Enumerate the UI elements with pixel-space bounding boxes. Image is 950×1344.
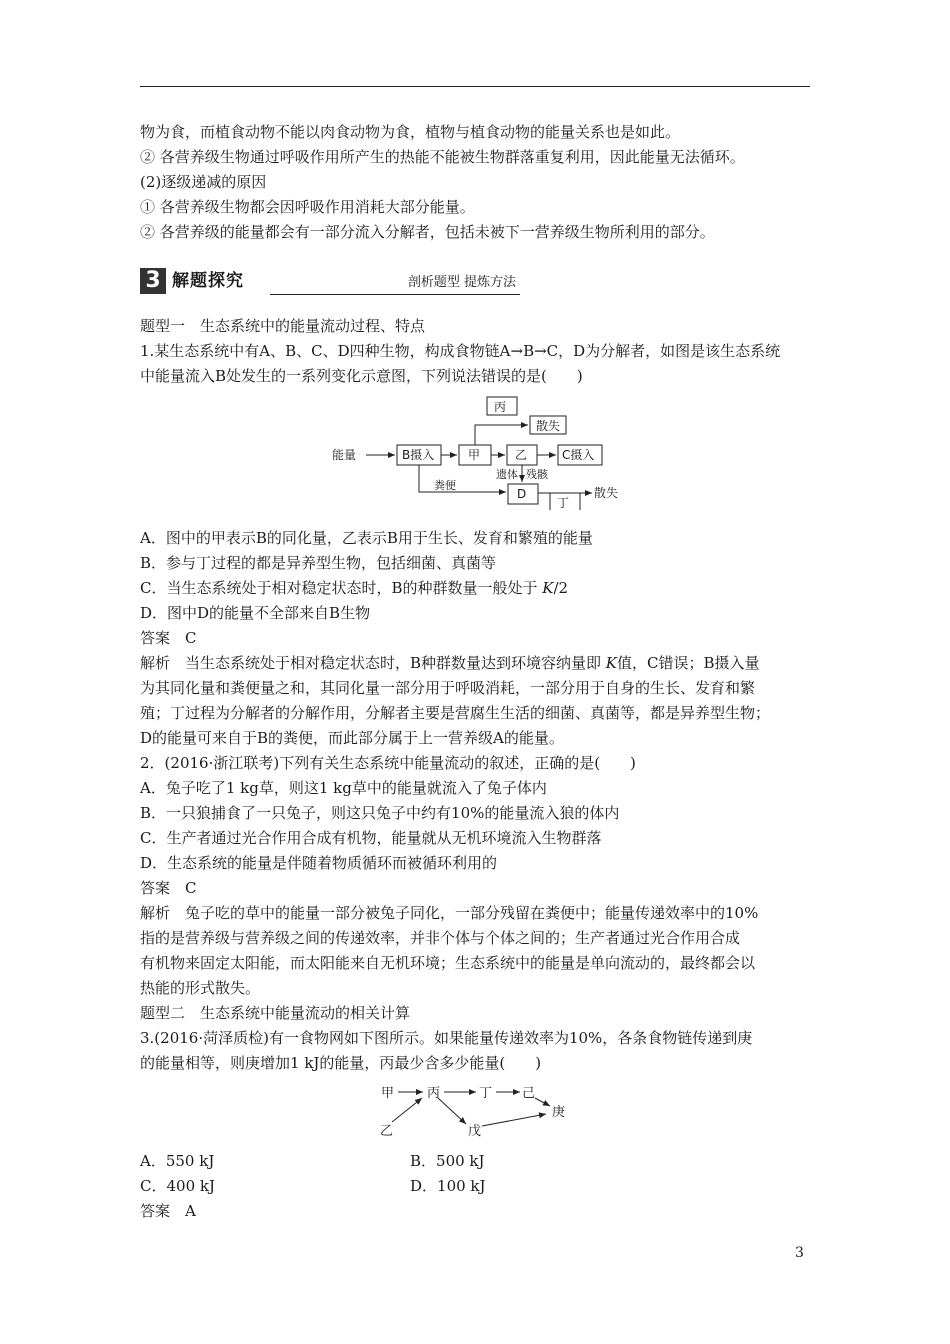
q1-stem-line-2: 中能量流入B处发生的一系列变化示意图，下列说法错误的是( ) bbox=[140, 367, 583, 385]
q1-analysis-line-3: 殖；丁过程为分解者的分解作用，分解者主要是营腐生生活的细菌、真菌等，都是异养型生物； bbox=[140, 704, 771, 722]
q2-answer: 答案 C bbox=[140, 879, 197, 897]
c-intake-label: C摄入 bbox=[562, 448, 595, 462]
q3-option-c: C．400 kJ bbox=[140, 1177, 215, 1195]
web-wu: 戊 bbox=[468, 1124, 482, 1139]
sanshi-label-2: 散失 bbox=[594, 486, 619, 500]
section-underline bbox=[270, 294, 520, 295]
q2-stem: 2．(2016·浙江联考)下列有关生态系统中能量流动的叙述，正确的是( ) bbox=[140, 754, 636, 772]
sanshi-label-1: 散失 bbox=[536, 419, 561, 433]
q1-option-c: C．当生态系统处于相对稳定状态时，B的种群数量一般处于 K/2 bbox=[140, 579, 569, 597]
intro-line-1: 物为食，而植食动物不能以肉食动物为食，植物与植食动物的能量关系也是如此。 bbox=[140, 123, 681, 141]
section-header bbox=[140, 268, 520, 296]
yi-label: 乙 bbox=[515, 448, 528, 462]
type-2-heading: 题型二 生态系统中能量流动的相关计算 bbox=[140, 1004, 411, 1022]
remains-label: 遗体 bbox=[496, 468, 518, 481]
q2-option-a: A．兔子吃了1 kg草，则这1 kg草中的能量就流入了兔子体内 bbox=[140, 779, 547, 797]
q2-option-c: C．生产者通过光合作用合成有机物，能量就从无机环境流入生物群落 bbox=[140, 829, 602, 847]
q3-answer: 答案 A bbox=[140, 1202, 196, 1220]
q3-option-d: D．100 kJ bbox=[410, 1177, 486, 1195]
q2-analysis-line-3: 有机物来固定太阳能，而太阳能来自无机环境；生态系统中的能量是单向流动的，最终都会以 bbox=[140, 954, 756, 972]
q1-analysis-line-4: D的能量可来自于B的粪便，而此部分属于上一营养级A的能量。 bbox=[140, 729, 564, 747]
q2-analysis-line-1: 解析 兔子吃的草中的能量一部分被兔子同化，一部分残留在粪便中；能量传递效率中的10% bbox=[140, 904, 759, 922]
q1-analysis-line-2: 为其同化量和粪便量之和，其同化量一部分用于呼吸消耗，一部分用于自身的生长、发育和繁 bbox=[140, 679, 756, 697]
jia-label: 甲 bbox=[468, 448, 481, 462]
q3-option-b: B．500 kJ bbox=[410, 1152, 485, 1170]
q2-analysis-line-2: 指的是营养级与营养级之间的传递效率，并非个体与个体之间的；生产者通过光合作用合成 bbox=[140, 929, 741, 947]
header-rule bbox=[140, 86, 810, 87]
q2-analysis-line-4: 热能的形式散失。 bbox=[140, 979, 261, 997]
web-jia: 甲 bbox=[381, 1086, 395, 1101]
intro-line-2: ② 各营养级生物通过呼吸作用所产生的热能不能被生物群落重复利用，因此能量无法循环。 bbox=[140, 148, 745, 166]
q3-stem-line-2: 的能量相等，则庚增加1 kJ的能量，丙最少含多少能量( ) bbox=[140, 1054, 542, 1072]
q2-option-b: B．一只狼捕食了一只兔子，则这只兔子中约有10%的能量流入狼的体内 bbox=[140, 804, 620, 822]
feces-label: 粪便 bbox=[434, 479, 456, 492]
energy-flow-diagram bbox=[330, 392, 650, 510]
q3-option-a: A．550 kJ bbox=[140, 1152, 215, 1170]
q3-stem-line-1: 3.(2016·菏泽质检)有一食物网如下图所示。如果能量传递效率为10%，各条食物链传递到庚 bbox=[140, 1029, 753, 1047]
q1-answer: 答案 C bbox=[140, 629, 197, 647]
q1-option-b: B．参与丁过程的都是异养型生物，包括细菌、真菌等 bbox=[140, 554, 497, 572]
q1-analysis-line-1: 解析 当生态系统处于相对稳定状态时，B种群数量达到环境容纳量即 K值，C错误；B摄入量 bbox=[140, 654, 760, 672]
d-label: D bbox=[517, 487, 527, 501]
ding-label: 丁 bbox=[557, 496, 570, 510]
web-yi: 乙 bbox=[380, 1124, 394, 1139]
intro-line-4: ① 各营养级生物都会因呼吸作用消耗大部分能量。 bbox=[140, 198, 475, 216]
web-ji: 己 bbox=[522, 1086, 536, 1101]
web-bing: 丙 bbox=[427, 1086, 441, 1101]
energy-label: 能量 bbox=[332, 448, 357, 462]
web-geng: 庚 bbox=[552, 1105, 566, 1120]
section-title: 解题探究 bbox=[172, 271, 244, 291]
section-subtitle: 剖析题型 提炼方法 bbox=[407, 275, 516, 290]
bing-label: 丙 bbox=[494, 400, 507, 414]
residue-label: 残骸 bbox=[526, 468, 548, 481]
q1-stem-line-1: 1.某生态系统中有A、B、C、D四种生物，构成食物链A→B→C，D为分解者，如图是该生态系统 bbox=[140, 342, 781, 360]
b-intake-label: B摄入 bbox=[402, 448, 435, 462]
web-ding: 丁 bbox=[479, 1086, 493, 1101]
q1-option-d: D．图中D的能量不全部来自B生物 bbox=[140, 604, 371, 622]
type-1-heading: 题型一 生态系统中的能量流动过程、特点 bbox=[140, 317, 426, 335]
food-web-diagram bbox=[378, 1080, 578, 1140]
section-number: 3 bbox=[140, 268, 166, 294]
intro-line-3: (2)逐级递减的原因 bbox=[140, 173, 267, 191]
q2-option-d: D．生态系统的能量是伴随着物质循环而被循环利用的 bbox=[140, 854, 498, 872]
page-number: 3 bbox=[795, 1245, 804, 1261]
q1-option-a: A．图中的甲表示B的同化量，乙表示B用于生长、发育和繁殖的能量 bbox=[140, 529, 593, 547]
intro-line-5: ② 各营养级的能量都会有一部分流入分解者，包括未被下一营养级生物所利用的部分。 bbox=[140, 223, 715, 241]
